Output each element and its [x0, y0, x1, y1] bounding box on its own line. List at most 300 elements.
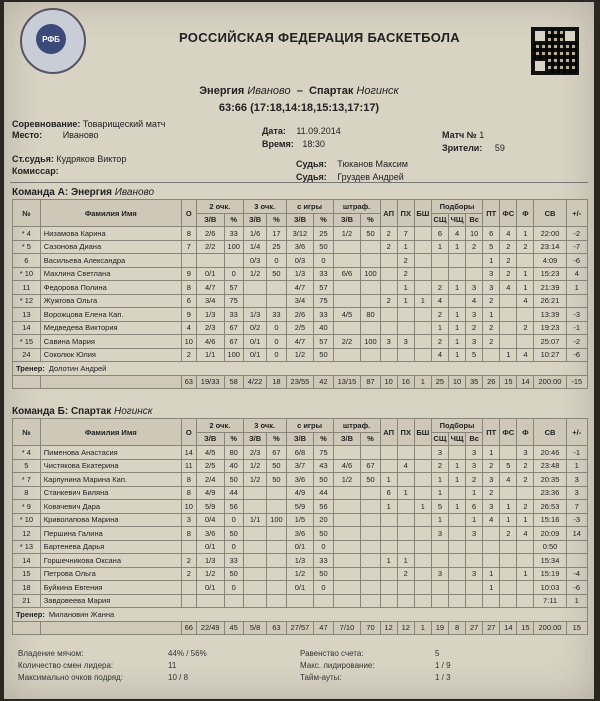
player-row — [13, 513, 588, 527]
stat-cell: 6 — [466, 500, 483, 514]
totals-row — [13, 621, 588, 635]
stat-cell — [517, 554, 534, 568]
stat-cell: 3 — [466, 281, 483, 295]
total-cell: 27 — [466, 621, 483, 635]
stat-cell: 1 — [483, 581, 500, 595]
stat-cell: 80 — [224, 446, 243, 460]
stat-cell — [397, 321, 414, 335]
header-reb: Подборы — [431, 419, 482, 433]
stat-cell — [414, 527, 431, 541]
header-three: 3 очк. — [243, 419, 286, 433]
stat-cell: 3/4 — [286, 294, 314, 308]
stat-cell — [380, 581, 397, 595]
stat-cell: 1 — [380, 473, 397, 487]
stat-cell — [361, 446, 380, 460]
stat-cell — [361, 240, 380, 254]
stat-cell — [414, 594, 431, 608]
stat-cell — [267, 567, 286, 581]
stat-cell: 44 — [224, 486, 243, 500]
stat-cell — [380, 567, 397, 581]
stat-cell: 1 — [414, 500, 431, 514]
stat-cell — [243, 486, 267, 500]
stat-cell: 1 — [431, 321, 448, 335]
stat-cell — [397, 513, 414, 527]
stat-cell: 56 — [224, 500, 243, 514]
stat-cell: 3/12 — [286, 227, 314, 241]
stat-cell — [361, 581, 380, 595]
stat-cell: 13 — [13, 308, 41, 322]
stat-cell: 1/4 — [243, 240, 267, 254]
stat-cell: 18 — [13, 581, 41, 595]
stat-cell — [500, 594, 517, 608]
player-row — [13, 486, 588, 500]
stat-cell — [267, 527, 286, 541]
stat-cell: 3/6 — [286, 473, 314, 487]
header-zv: З/В — [286, 432, 314, 446]
stat-cell — [243, 527, 267, 541]
player-name: Карпунина Марина Кап. — [40, 473, 181, 487]
stat-cell: 1 — [500, 513, 517, 527]
max-run-stat: Максимально очков подряд: 10 / 8 — [18, 673, 189, 682]
stat-cell: 0/1 — [196, 267, 224, 281]
header-px: ПХ — [397, 419, 414, 446]
stat-cell — [380, 527, 397, 541]
header-o: О — [181, 419, 196, 446]
player-name: Медведева Виктория — [40, 321, 181, 335]
stat-cell: 1 — [380, 554, 397, 568]
header-chshch: ЧЩ — [448, 432, 465, 446]
stat-cell: 4/7 — [286, 281, 314, 295]
player-row — [13, 335, 588, 349]
stat-cell: 50 — [361, 227, 380, 241]
stat-cell — [566, 554, 587, 568]
header-pct: % — [224, 432, 243, 446]
stat-cell: 33 — [314, 267, 333, 281]
header-three: 3 очк. — [243, 200, 286, 214]
stat-cell: 75 — [224, 294, 243, 308]
total-cell: 15 — [566, 621, 587, 635]
stat-cell — [414, 281, 431, 295]
coach-name: Долотин Андрей — [48, 363, 107, 373]
stat-cell — [333, 254, 361, 268]
total-cell: 45 — [224, 621, 243, 635]
stat-cell: 33 — [267, 308, 286, 322]
header-sv: СВ — [534, 419, 566, 446]
stat-cell: 15:16 — [534, 513, 566, 527]
competition-info: Соревнование: Товарищеский матч — [12, 119, 166, 129]
stat-cell: 1 — [466, 513, 483, 527]
stat-cell — [414, 540, 431, 554]
stat-cell — [448, 594, 465, 608]
stat-cell: 11 — [13, 281, 41, 295]
stat-cell — [397, 348, 414, 362]
stat-cell: 2 — [517, 500, 534, 514]
stat-cell — [314, 594, 333, 608]
header-pct: % — [224, 213, 243, 227]
stat-cell: 17 — [267, 227, 286, 241]
stat-cell: 2 — [397, 267, 414, 281]
stat-cell: 1/5 — [286, 513, 314, 527]
stat-cell — [500, 486, 517, 500]
stat-cell — [397, 594, 414, 608]
stat-cell: 14 — [13, 554, 41, 568]
stat-cell: 4 — [448, 227, 465, 241]
stat-cell: 23:14 — [534, 240, 566, 254]
total-cell: 35 — [466, 375, 483, 389]
stat-cell — [243, 567, 267, 581]
stat-cell — [361, 554, 380, 568]
stat-cell: 50 — [224, 567, 243, 581]
stat-cell — [448, 554, 465, 568]
stat-cell — [466, 594, 483, 608]
stat-cell: 6/8 — [286, 446, 314, 460]
player-name: Завдовеева Мария — [40, 594, 181, 608]
header-zv: З/В — [243, 432, 267, 446]
stat-cell — [466, 254, 483, 268]
player-row — [13, 540, 588, 554]
stat-cell — [414, 267, 431, 281]
stat-cell: 0 — [224, 267, 243, 281]
stat-cell — [500, 540, 517, 554]
stat-cell — [448, 581, 465, 595]
stat-cell: 24 — [13, 348, 41, 362]
total-cell: 19/33 — [196, 375, 224, 389]
stat-cell: 14 — [566, 527, 587, 541]
stat-cell: 0/1 — [286, 540, 314, 554]
total-cell: 12 — [397, 621, 414, 635]
coach-cell — [13, 608, 588, 622]
stat-cell — [566, 294, 587, 308]
stat-cell: 1 — [448, 335, 465, 349]
player-row — [13, 227, 588, 241]
stat-cell — [483, 554, 500, 568]
stat-cell — [500, 294, 517, 308]
stat-cell: 3 — [517, 446, 534, 460]
header-pct: % — [267, 432, 286, 446]
stat-cell — [243, 540, 267, 554]
stat-cell: 3/6 — [286, 240, 314, 254]
stat-cell: 0 — [267, 321, 286, 335]
stat-cell: 0/1 — [286, 581, 314, 595]
stat-cell: 75 — [314, 446, 333, 460]
player-name: Першина Галина — [40, 527, 181, 541]
stat-cell — [380, 308, 397, 322]
player-row — [13, 254, 588, 268]
total-cell: 200:00 — [534, 621, 566, 635]
stat-cell: 3 — [431, 527, 448, 541]
stat-cell: 2 — [181, 348, 196, 362]
stat-cell — [333, 554, 361, 568]
stat-cell: 6 — [380, 486, 397, 500]
total-cell: 10 — [448, 375, 465, 389]
stat-cell: -6 — [566, 348, 587, 362]
total-cell: 12 — [380, 621, 397, 635]
stat-cell: 25 — [267, 240, 286, 254]
stat-cell: 0 — [314, 254, 333, 268]
stat-cell: 20 — [314, 513, 333, 527]
stat-cell — [483, 348, 500, 362]
stat-cell — [448, 513, 465, 527]
stat-cell: 0 — [267, 254, 286, 268]
stat-cell: 11 — [181, 459, 196, 473]
stat-cell: 1 — [380, 500, 397, 514]
stat-cell: 4/6 — [333, 459, 361, 473]
stat-cell: 1 — [397, 240, 414, 254]
stat-cell: 1 — [448, 240, 465, 254]
header-zv: З/В — [243, 213, 267, 227]
stat-cell: * 7 — [13, 473, 41, 487]
commissioner-info: Комиссар: — [12, 166, 59, 176]
stat-cell: 0 — [224, 581, 243, 595]
stat-cell: 4 — [500, 227, 517, 241]
stat-cell: 4 — [431, 294, 448, 308]
stat-cell — [414, 473, 431, 487]
stat-cell — [267, 500, 286, 514]
stat-cell: 1 — [431, 513, 448, 527]
stat-cell: 0 — [224, 513, 243, 527]
stat-cell — [361, 500, 380, 514]
stat-cell: -1 — [566, 446, 587, 460]
stat-cell: 2 — [517, 240, 534, 254]
stat-cell: 3 — [466, 567, 483, 581]
stat-cell: 1 — [448, 500, 465, 514]
stat-cell — [224, 254, 243, 268]
header-ap: АП — [380, 419, 397, 446]
stat-cell: 26:21 — [534, 294, 566, 308]
stat-cell — [466, 267, 483, 281]
stat-cell — [414, 240, 431, 254]
stat-cell — [431, 594, 448, 608]
total-cell: 87 — [361, 375, 380, 389]
player-name: Ворожцова Елена Кап. — [40, 308, 181, 322]
stat-cell — [361, 294, 380, 308]
stat-cell: 2 — [397, 254, 414, 268]
stat-cell: 1/2 — [196, 567, 224, 581]
stat-cell: 1/3 — [286, 554, 314, 568]
stat-cell: 3 — [483, 281, 500, 295]
stat-cell: 33 — [224, 554, 243, 568]
stat-cell: 10 — [181, 500, 196, 514]
stat-cell: 6 — [431, 227, 448, 241]
stat-cell: 2 — [483, 335, 500, 349]
stat-cell: 2 — [431, 459, 448, 473]
stat-cell — [243, 281, 267, 295]
total-cell: 15 — [500, 375, 517, 389]
stat-cell: 0 — [267, 335, 286, 349]
stat-cell: 1 — [448, 459, 465, 473]
stat-cell: 2 — [483, 459, 500, 473]
stat-cell: 9 — [181, 308, 196, 322]
team-a-boxscore — [12, 199, 588, 389]
stat-cell: 4 — [517, 294, 534, 308]
player-name: Ковачевич Дара — [40, 500, 181, 514]
stat-cell: 1/6 — [243, 227, 267, 241]
stat-cell: 7 — [181, 240, 196, 254]
stat-cell: 1 — [500, 500, 517, 514]
stat-cell: 1/2 — [286, 348, 314, 362]
stat-cell: 67 — [224, 321, 243, 335]
coach-label: Тренер: — [16, 609, 45, 619]
stat-cell: 4/5 — [196, 446, 224, 460]
stat-cell — [431, 581, 448, 595]
stat-cell: * 4 — [13, 227, 41, 241]
stat-cell — [380, 281, 397, 295]
stat-cell: 50 — [361, 473, 380, 487]
stat-cell — [414, 486, 431, 500]
player-name: Бартенева Дарья — [40, 540, 181, 554]
stat-cell: 3 — [566, 473, 587, 487]
stat-cell: 56 — [314, 500, 333, 514]
stat-cell — [414, 554, 431, 568]
stat-cell: 12 — [13, 527, 41, 541]
stat-cell — [361, 254, 380, 268]
stat-cell: 1/3 — [286, 267, 314, 281]
stat-cell — [380, 540, 397, 554]
stat-cell: 50 — [314, 473, 333, 487]
stat-cell — [483, 540, 500, 554]
stat-cell: 3 — [431, 446, 448, 460]
stat-cell — [380, 348, 397, 362]
stat-cell — [500, 308, 517, 322]
stat-cell: 20:35 — [534, 473, 566, 487]
stat-cell: 0/2 — [243, 321, 267, 335]
stat-cell: 1 — [566, 594, 587, 608]
stat-cell: 4/9 — [286, 486, 314, 500]
stat-cell — [333, 446, 361, 460]
stat-cell — [361, 486, 380, 500]
coach-row — [13, 608, 588, 622]
stat-cell: 33 — [314, 554, 333, 568]
stat-cell — [431, 267, 448, 281]
stat-cell: 3 — [466, 459, 483, 473]
stat-cell: 10:03 — [534, 581, 566, 595]
total-cell: 7/10 — [333, 621, 361, 635]
stat-cell — [181, 540, 196, 554]
stat-cell — [397, 540, 414, 554]
stat-cell: 2 — [181, 554, 196, 568]
header-name: Фамилия Имя — [40, 419, 181, 446]
header-pct: % — [314, 213, 333, 227]
match-score: 63:66 (17:18,14:18,15:13,17:17) — [218, 102, 380, 114]
stat-cell — [414, 335, 431, 349]
stat-cell — [500, 321, 517, 335]
stat-cell: 1 — [517, 567, 534, 581]
stat-cell — [448, 567, 465, 581]
stat-cell: 1 — [483, 308, 500, 322]
logo-abbr: РФБ — [36, 24, 66, 54]
stat-cell: 1 — [483, 254, 500, 268]
stat-cell: 3 — [566, 486, 587, 500]
stat-cell — [286, 594, 314, 608]
stat-cell: 4 — [466, 294, 483, 308]
header-ft: штраф. — [333, 200, 380, 214]
header-name: Фамилия Имя — [40, 200, 181, 227]
stat-cell: 2 — [517, 321, 534, 335]
team-a-header: Команда А: Энергия Иваново — [12, 187, 155, 198]
total-cell: 26 — [483, 375, 500, 389]
stat-cell: 2 — [483, 294, 500, 308]
stat-cell — [448, 540, 465, 554]
protocol-sheet — [4, 2, 594, 699]
total-cell: 14 — [500, 621, 517, 635]
stat-cell: 3/7 — [286, 459, 314, 473]
stat-cell: 10 — [181, 335, 196, 349]
stat-cell: 8 — [181, 281, 196, 295]
stat-cell: 2 — [431, 281, 448, 295]
stat-cell — [448, 527, 465, 541]
stat-cell — [267, 281, 286, 295]
stat-cell: 1 — [448, 308, 465, 322]
player-name: Пименова Анастасия — [40, 446, 181, 460]
total-cell: 22/49 — [196, 621, 224, 635]
stat-cell — [414, 321, 431, 335]
total-cell — [40, 621, 181, 635]
stat-cell — [361, 321, 380, 335]
header-zv: З/В — [196, 213, 224, 227]
stat-cell: 2 — [500, 267, 517, 281]
stat-cell: -3 — [566, 308, 587, 322]
stat-cell: 2 — [466, 321, 483, 335]
stat-cell — [397, 446, 414, 460]
stat-cell: * 13 — [13, 540, 41, 554]
coach-name: Милановин Жанна — [48, 609, 115, 619]
stat-cell: 4 — [431, 348, 448, 362]
stat-cell: 0 — [314, 581, 333, 595]
player-name: Васильева Александра — [40, 254, 181, 268]
total-cell: 13/15 — [333, 375, 361, 389]
stat-cell: 1 — [448, 473, 465, 487]
stat-cell: * 5 — [13, 240, 41, 254]
coach-row — [13, 362, 588, 376]
stat-cell: 3 — [483, 473, 500, 487]
stat-cell: 8 — [181, 486, 196, 500]
player-name: Петрова Ольга — [40, 567, 181, 581]
stat-cell — [267, 294, 286, 308]
stat-cell — [243, 581, 267, 595]
match-number-info: Матч № 1 — [442, 130, 485, 140]
player-name: Буйкина Евгения — [40, 581, 181, 595]
stat-cell: 33 — [314, 308, 333, 322]
total-cell: 27 — [483, 621, 500, 635]
stat-cell — [397, 308, 414, 322]
stat-cell: 50 — [314, 527, 333, 541]
stat-cell — [333, 500, 361, 514]
stat-cell: 50 — [224, 527, 243, 541]
header-bsh: БШ — [414, 200, 431, 227]
player-row — [13, 473, 588, 487]
stat-cell: 4 — [181, 321, 196, 335]
stat-cell — [500, 567, 517, 581]
player-name: Жужгова Ольга — [40, 294, 181, 308]
stat-cell — [361, 540, 380, 554]
total-cell: 66 — [181, 621, 196, 635]
stat-cell: 19:23 — [534, 321, 566, 335]
player-name: Савина Мария — [40, 335, 181, 349]
stat-cell — [566, 540, 587, 554]
stat-cell: 3 — [466, 446, 483, 460]
stat-cell: 3 — [397, 335, 414, 349]
stat-cell: 1 — [431, 473, 448, 487]
stat-cell: 1 — [431, 240, 448, 254]
stat-cell — [380, 594, 397, 608]
total-cell: 63 — [267, 621, 286, 635]
stat-cell: 1 — [517, 281, 534, 295]
team-b-boxscore — [12, 418, 588, 635]
stat-cell: 25:07 — [534, 335, 566, 349]
stat-cell: 2/3 — [196, 321, 224, 335]
header-pm: +/- — [566, 200, 587, 227]
stat-cell: 1 — [431, 486, 448, 500]
